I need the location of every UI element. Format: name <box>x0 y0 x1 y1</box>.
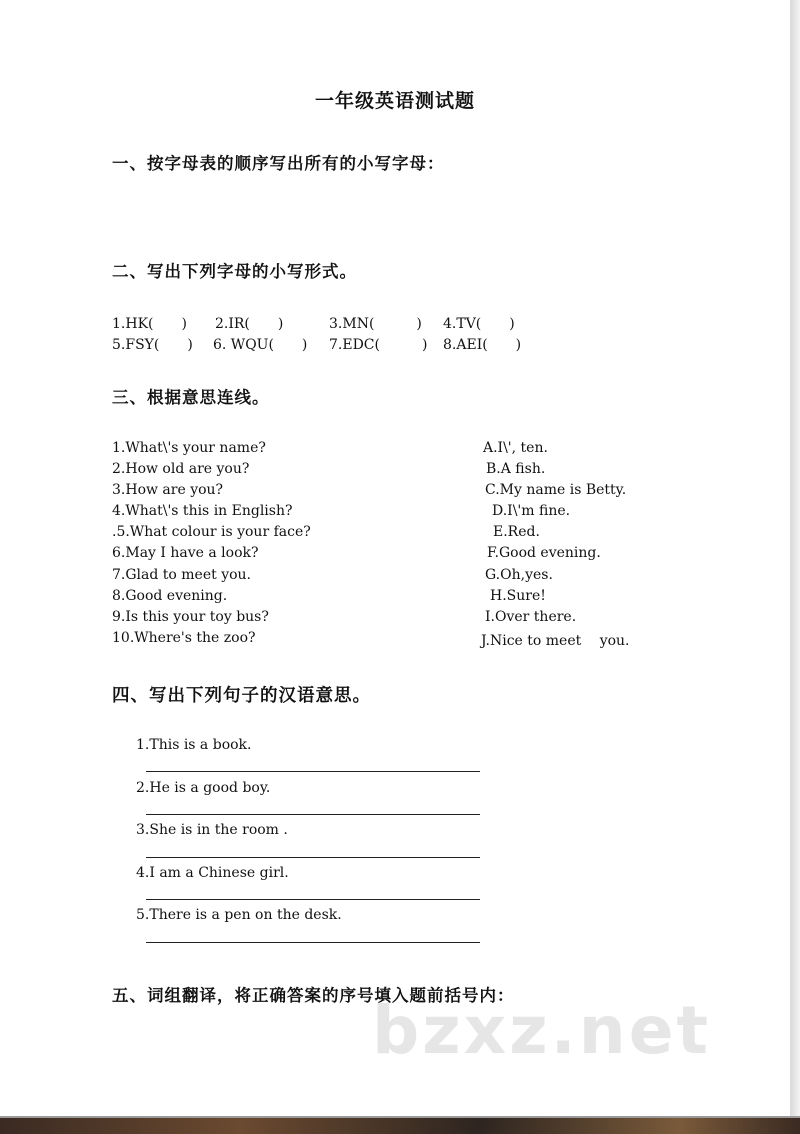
match-question: 1.What\'s your name? <box>112 440 266 456</box>
match-answer: F.Good evening. <box>487 545 601 561</box>
match-question: 4.What\'s this in English? <box>112 503 293 519</box>
match-question: 6.May I have a look? <box>112 545 259 561</box>
letter-item: 2.IR( ) <box>215 316 284 332</box>
match-question: 3.How are you? <box>112 482 224 498</box>
translate-sentence: 1.This is a book. <box>136 737 252 753</box>
match-answer: B.A fish. <box>486 461 546 477</box>
letter-item: 7.EDC( ) <box>329 337 428 353</box>
section-4-heading: 四、写出下列句子的汉语意思。 <box>112 686 371 706</box>
page-edge-shadow <box>790 0 800 1118</box>
letter-item: 6. WQU( ) <box>213 337 308 353</box>
answer-line <box>146 942 480 943</box>
match-answer: C.My name is Betty. <box>485 482 627 498</box>
match-question: 2.How old are you? <box>112 461 250 477</box>
answer-line <box>146 814 480 815</box>
letter-item: 8.AEI( ) <box>443 337 522 353</box>
match-question: 7.Glad to meet you. <box>112 567 252 583</box>
match-question: 9.Is this your toy bus? <box>112 609 269 625</box>
letter-item: 3.MN( ) <box>329 316 422 332</box>
match-question: .5.What colour is your face? <box>112 524 311 540</box>
translate-sentence: 4.I am a Chinese girl. <box>136 865 289 881</box>
translate-sentence: 3.She is in the room . <box>136 822 288 838</box>
match-answer: I.Over there. <box>485 609 577 625</box>
match-answer: E.Red. <box>493 524 540 540</box>
letter-item: 1.HK( ) <box>112 316 187 332</box>
section-5-heading: 五、词组翻译，将正确答案的序号填入题前括号内： <box>112 986 515 1005</box>
background-strip <box>0 1118 800 1134</box>
translate-sentence: 5.There is a pen on the desk. <box>136 907 342 923</box>
letter-item: 5.FSY( ) <box>112 337 193 353</box>
letter-item: 4.TV( ) <box>443 316 515 332</box>
match-question: 10.Where's the zoo? <box>112 630 256 646</box>
page-title: 一年级英语测试题 <box>314 90 475 112</box>
match-answer: A.I\', ten. <box>483 440 548 456</box>
watermark: bzxz.net <box>372 992 712 1069</box>
match-answer: G.Oh,yes. <box>485 567 553 583</box>
match-answer: J.Nice to meet you. <box>481 633 630 649</box>
match-answer: D.I\'m fine. <box>492 503 571 519</box>
answer-line <box>146 899 480 900</box>
match-answer: H.Sure! <box>490 588 546 604</box>
section-2-heading: 二、写出下列字母的小写形式。 <box>112 262 357 281</box>
answer-line <box>146 857 480 858</box>
section-1-heading: 一、按字母表的顺序写出所有的小写字母： <box>112 154 445 173</box>
match-question: 8.Good evening. <box>112 588 228 604</box>
section-3-heading: 三、根据意思连线。 <box>112 388 270 407</box>
answer-line <box>146 771 480 772</box>
translate-sentence: 2.He is a good boy. <box>136 780 271 796</box>
